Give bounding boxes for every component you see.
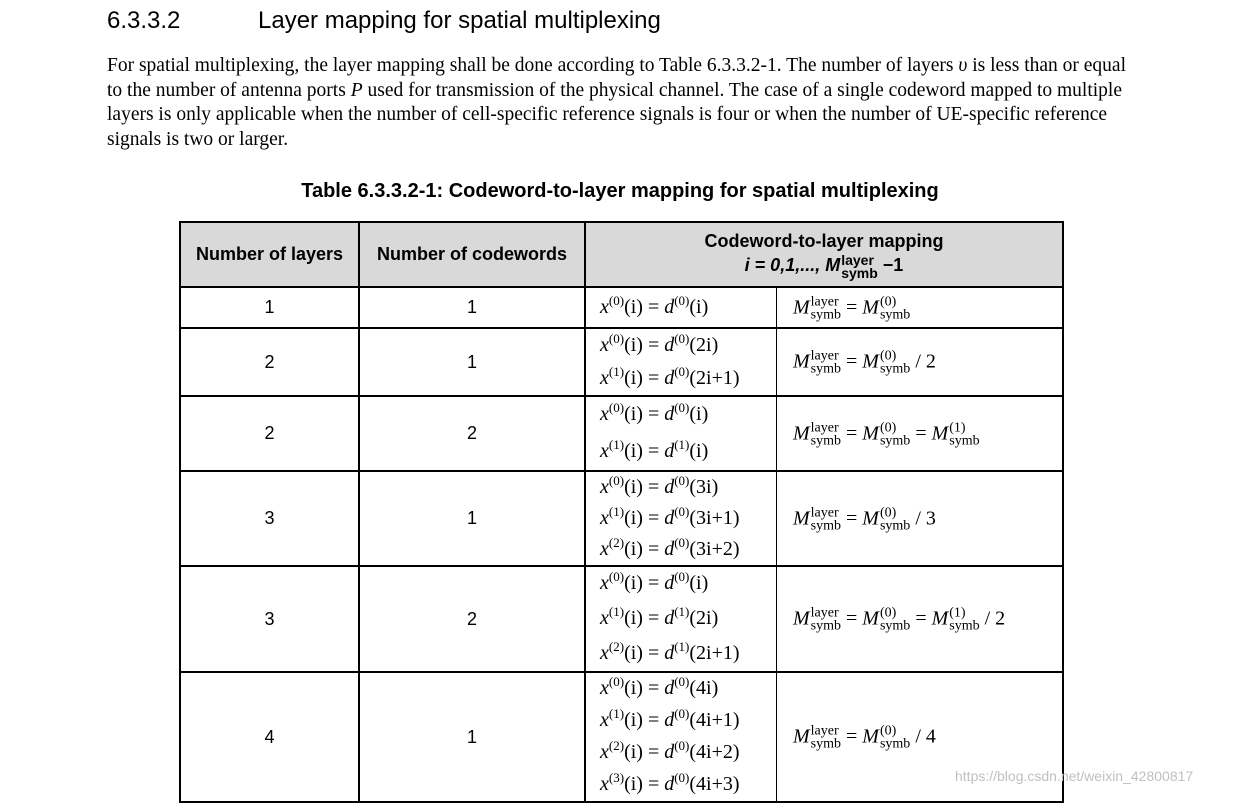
table-row [180, 396, 1063, 471]
layer-equation: $x^{(0)}(i) = d^{(0)}(3i)$ [600, 472, 719, 498]
cell-layers: 3 [180, 471, 359, 566]
symbol-count-relation: M layer symb = M (0) symb = M (1) symb / 2 [793, 605, 1006, 634]
layer-equations [586, 567, 777, 671]
layer-equation: $x^{(2)}(i) = d^{(1)}(2i+1)$ [600, 638, 740, 664]
section-title: Layer mapping for spatial multiplexing [258, 7, 661, 34]
section-number: 6.3.3.2 [107, 7, 181, 34]
cell-codewords: 1 [359, 672, 585, 802]
cell-codewords: 2 [359, 396, 585, 471]
header-mapping-title: Codeword-to-layer mapping [704, 231, 944, 252]
cell-mapping [585, 566, 1063, 672]
layer-equation: $x^{(1)}(i) = d^{(1)}(2i)$ [600, 603, 719, 629]
layer-equation: $x^{(0)}(i) = d^{(0)}(i)$ [600, 292, 709, 318]
table-row [180, 328, 1063, 396]
layer-equation: $x^{(0)}(i) = d^{(0)}(i)$ [600, 569, 709, 595]
layer-mapping-table [179, 221, 1064, 803]
layer-equation: $x^{(0)}(i) = d^{(0)}(2i)$ [600, 330, 719, 356]
range-sub: symb [841, 264, 878, 281]
cell-layers: 1 [180, 287, 359, 328]
layer-equations [586, 673, 777, 801]
cell-layers: 3 [180, 566, 359, 672]
cell-codewords: 2 [359, 566, 585, 672]
header-codewords: Number of codewords [359, 222, 585, 287]
cell-mapping [585, 471, 1063, 566]
paragraph-text-3: used for transmission of the physical channel. The case of a single codeword mapped to multiple layers is only applicable when the number of cell-specific reference signals is four or when the number of UE-specific reference signals is two or larger. [107, 79, 1123, 150]
layer-equation: $x^{(1)}(i) = d^{(0)}(4i+1)$ [600, 706, 740, 731]
table-caption: Table 6.3.3.2-1: Codeword-to-layer mapping for spatial multiplexing [301, 180, 939, 202]
header-index-range [586, 253, 1062, 279]
layer-equations [586, 288, 777, 327]
layer-equation: $x^{(2)}(i) = d^{(0)}(3i+2)$ [600, 534, 740, 560]
range-sup: layer [841, 251, 874, 268]
symbol-ports: P [350, 79, 363, 101]
range-suffix: −1 [877, 255, 904, 276]
cell-mapping [585, 396, 1063, 471]
symbol-count-relation: M layer symb = M (0) symb = M (1) symb [793, 420, 980, 449]
header-layers: Number of layers [180, 222, 359, 287]
symbol-count-relation: M layer symb = M (0) symb / 4 [793, 723, 936, 752]
watermark: https://blog.csdn.net/weixin_42800817 [955, 768, 1194, 784]
layer-equation: $x^{(0)}(i) = d^{(0)}(i)$ [600, 400, 709, 426]
body-paragraph [107, 54, 1127, 152]
layer-equation: $x^{(1)}(i) = d^{(1)}(i)$ [600, 436, 709, 462]
section-heading [107, 4, 907, 38]
symbol-count-relation: M layer symb = M (0) symb / 3 [793, 505, 936, 534]
cell-mapping [585, 328, 1063, 396]
cell-layers: 2 [180, 396, 359, 471]
header-mapping [585, 222, 1063, 287]
cell-layers: 2 [180, 328, 359, 396]
layer-equations [586, 397, 777, 470]
paragraph-text-1: For spatial multiplexing, the layer mapping shall be done according to Table 6.3.3.2-1. The number of layers [107, 55, 959, 76]
cell-layers: 4 [180, 672, 359, 802]
layer-equation: $x^{(1)}(i) = d^{(0)}(2i+1)$ [600, 363, 740, 389]
layer-equations [586, 472, 777, 565]
table-header-row [180, 222, 1063, 287]
symbol-count-relation: M layer symb = M (0) symb [793, 294, 911, 323]
table-row [180, 672, 1063, 802]
layer-equation: $x^{(2)}(i) = d^{(0)}(4i+2)$ [600, 738, 740, 763]
range-prefix: i = 0,1,..., M [744, 255, 841, 276]
cell-codewords: 1 [359, 328, 585, 396]
layer-equation: $x^{(1)}(i) = d^{(0)}(3i+1)$ [600, 503, 740, 529]
layer-equation: $x^{(3)}(i) = d^{(0)}(4i+3)$ [600, 770, 740, 795]
cell-mapping [585, 287, 1063, 328]
range-script [841, 251, 878, 281]
layer-equation: $x^{(0)}(i) = d^{(0)}(4i)$ [600, 674, 719, 699]
paragraph-text-2: is less than or equal to the number of antenna ports [107, 55, 1127, 101]
table-row [180, 566, 1063, 672]
table-row [180, 287, 1063, 328]
table-row [180, 471, 1063, 566]
layer-equations [586, 329, 777, 395]
symbol-layers: υ [958, 55, 968, 76]
cell-codewords: 1 [359, 287, 585, 328]
symbol-count-relation: M layer symb = M (0) symb / 2 [793, 348, 936, 377]
cell-codewords: 1 [359, 471, 585, 566]
